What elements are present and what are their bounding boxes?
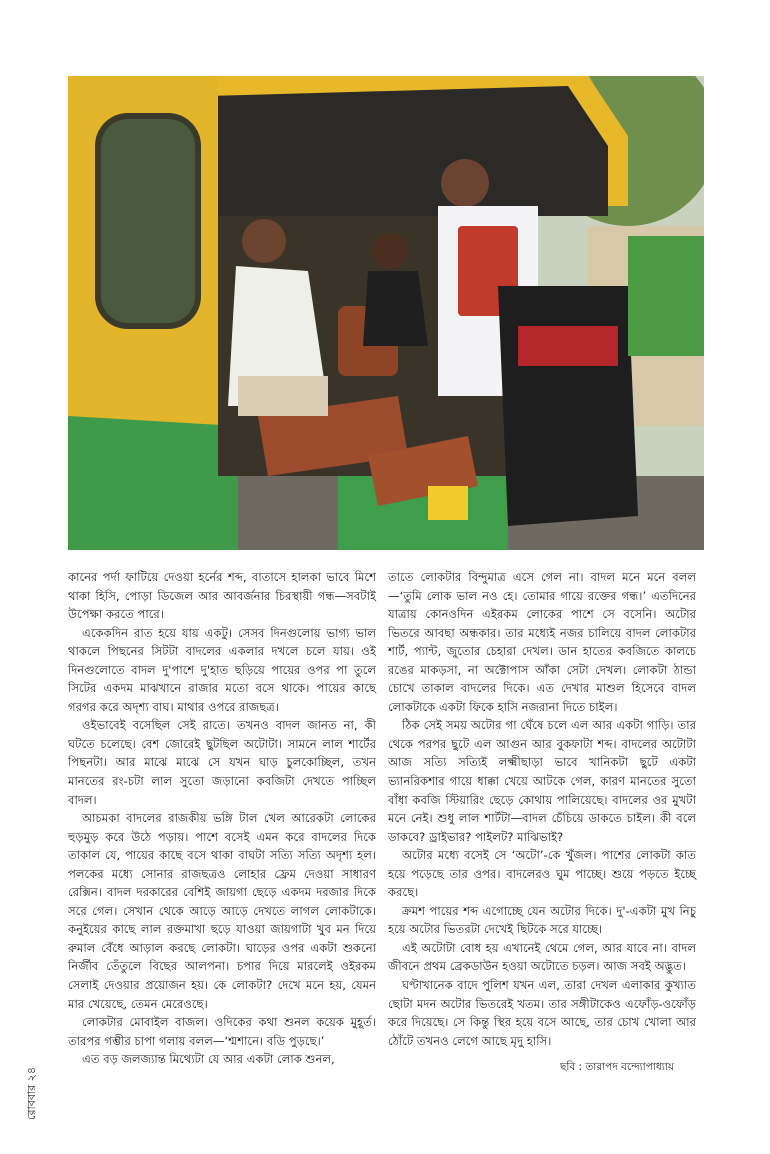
paragraph: অটোর মধ্যে বসেই সে ‘অটো’-কে খুঁজল। পাশের লোকটা কাত হয়ে পড়েছে তার ওপর। বাদলেরও ঘুম পাচ্ছে। শুয়ে পড়তে ইচ্ছে করছে। — [388, 848, 696, 900]
paragraph: ক্রমশ পায়ের শব্দ এগোচ্ছে যেন অটোর দিকে। দু'-একটা মুখ নিচু হয়ে অটোর ভিতরটা দেখেই ছিটকে সরে যাচ্ছে। — [388, 903, 696, 937]
paragraph: তাতে লোকটার বিন্দুমাত্র এসে গেল না। বাদল মনে মনে বলল—‘তুমি লোক ভাল নও হে। তোমার গায়ে রক্তের গন্ধ।’ এতদিনের যাত্রায় কোনওদিন এইরকম লোকের পাশে সে বসেনি। অটোর ভিতরে আবছা অন্ধকার। তার মধ্যেই নজর চালিয়ে বাদল লোকটার শার্ট, প্যান্ট, জুতোর চেহারা দেখল। ডান হাতের কবজিতে কালচে রঙের মাকড়সা, না অক্টোপাস আঁকা সেটা দেখল। লোকটা ঠান্ডা চোখে তাকাল বাদলের দিকে। এত দেখার মাশুল হিসেবে বাদল লোকটাকে একটা ফিকে হাসি নজরানা দিতে চাইল। — [388, 570, 696, 714]
paragraph: ঠিক সেই সময় অটোর গা ঘেঁষে চলে এল আর একটা গাড়ি। তার থেকে পরপর ছুটে এল আগুন আর বুকফাটা শব্দ। বাদলের অটোটা আজ সত্যি সত্যিই লক্ষ্মীছাড়া ভাবে খানিকটা ছুটে একটা ভ্যানরিকশার গায়ে ধাক্কা খেয়ে আটকে গেল, কারণ মানতের সুতো বাঁধা কবজি স্টিয়ারিং ছেড়ে কোথায় পালিয়েছে। বাদলের ওর মুখটা মনে নেই। শুধু লাল শার্টটা—বাদল চেঁচিয়ে ডাকতে চাইল। কী বলে ডাকবে? ড্রাইভার? পাইলট? মাঝিভাই? — [388, 718, 696, 844]
paragraph: একেকদিন রাত হয়ে যায় একটু। সেসব দিনগুলোয় ভাগ্য ভাল থাকলে পিছনের সিটটা বাদলের একলার দখলে চলে যায়। ওই দিনগুলোতে বাদল দু'পাশে দু'হাত ছড়িয়ে পায়ের ওপর পা তুলে সিটের একদম মাঝখানে রাজার মতো বসে থাকে। পায়ের কাছে গরগর করে অদৃশ্য বাঘ। মাথার ওপরে রাজছত্র। — [68, 625, 376, 714]
paragraph: এত বড় জলজ্যান্ত মিথ্যেটা যে আর একটা লোক শুনল, — [82, 1052, 335, 1067]
photo-illustration — [68, 76, 704, 550]
auto-rickshaw-photo — [68, 76, 704, 550]
photo-credit: ছবি : তারাপদ বন্দ্যোপাধ্যায় — [560, 1061, 675, 1073]
paragraph: ঘণ্টাখানেক বাদে পুলিশ যখন এল, তারা দেখল এলাকার কুখ্যাত ছোটা মদন অটোর ভিতরেই খতম। তার সঙ্গীটাকেও এফোঁড়-ওফোঁড় করে দিয়েছে। সে কিন্তু স্থির হয়ে বসে আছে, তার চোখ খোলা আর ঠোঁটে তখনও লেগে আছে মৃদু হাসি। — [388, 978, 696, 1048]
article-column-left — [68, 568, 376, 1069]
paragraph: আচমকা বাদলের রাজকীয় ভঙ্গি টাল খেল আরেকটা লোকের হুড়মুড় করে উঠে পড়ায়। পাশে বসেই এমন করে বাদলের দিকে তাকাল যে, পায়ের কাছে বসে থাকা বাঘটা সত্যি সত্যি অদৃশ্য হল। পলকের মধ্যে সোনার রাজছত্রও লোহার ফ্রেম দেওয়া সাধারণ রেক্সিন। বাদল দরকারের বেশিই জায়গা ছেড়ে একদম দরজার দিকে সরে গেল। সেখান থেকে আড়ে আড়ে দেখতে লাগল লোকটাকে। কনুইয়ের কাছে লাল রক্তমাখা ছড়ে যাওয়া জায়গাটা খুব মন দিয়ে রুমাল বেঁধে আড়াল করছে লোকটা। ঘাড়ের ওপর একটা শুকনো নির্জীব তেঁতুলে বিছের আলপনা। চপার দিয়ে মারলেই ওইরকম সেলাই দেওয়ার প্রয়োজন হয়। কে লোকটা? দেখে মনে হয়, যেমন মার খেয়েছে, তেমন মেরেওছে। — [68, 811, 376, 1011]
article-column-right — [388, 568, 696, 1050]
paragraph: কানের পর্দা ফাটিয়ে দেওয়া হর্নের শব্দ, বাতাসে হালকা ভাবে মিশে থাকা হিসি, পোড়া ডিজেল আর আবর্জনার চিরস্থায়ী গন্ধ—সবটাই উপেক্ষা করতে পারে। — [68, 570, 376, 622]
paragraph: লোকটার মোবাইল বাজল। ওদিকের কথা শুনল কয়েক মুহূর্ত। তারপর গম্ভীর চাপা গলায় বলল—‘শ্মশানে। বডি পুড়ছে।’ — [68, 1015, 376, 1048]
running-head: রোববার ২৪ — [25, 1067, 38, 1120]
paragraph: এই অটোটা বোধ হয় এখানেই থেমে গেল, আর যাবে না। বাদল জীবনে প্রথম ব্রেকডাউন হওয়া অটোতে চড়ল। আজ সবই অদ্ভুত। — [388, 940, 696, 974]
paragraph: ওইভাবেই বসেছিল সেই রাতে। তখনও বাদল জানত না, কী ঘটতে চলেছে। বেশ জোরেই ছুটছিল অটোটা। সামনে লাল শার্টের পিছনটা। আর মাঝে মাঝে সে যখন ঘাড় চুলকোচ্ছিল, তখন মানতের রং-চটা লাল সুতো জড়ানো কবজিটা দেখতে পাচ্ছিল বাদল। — [68, 718, 376, 807]
